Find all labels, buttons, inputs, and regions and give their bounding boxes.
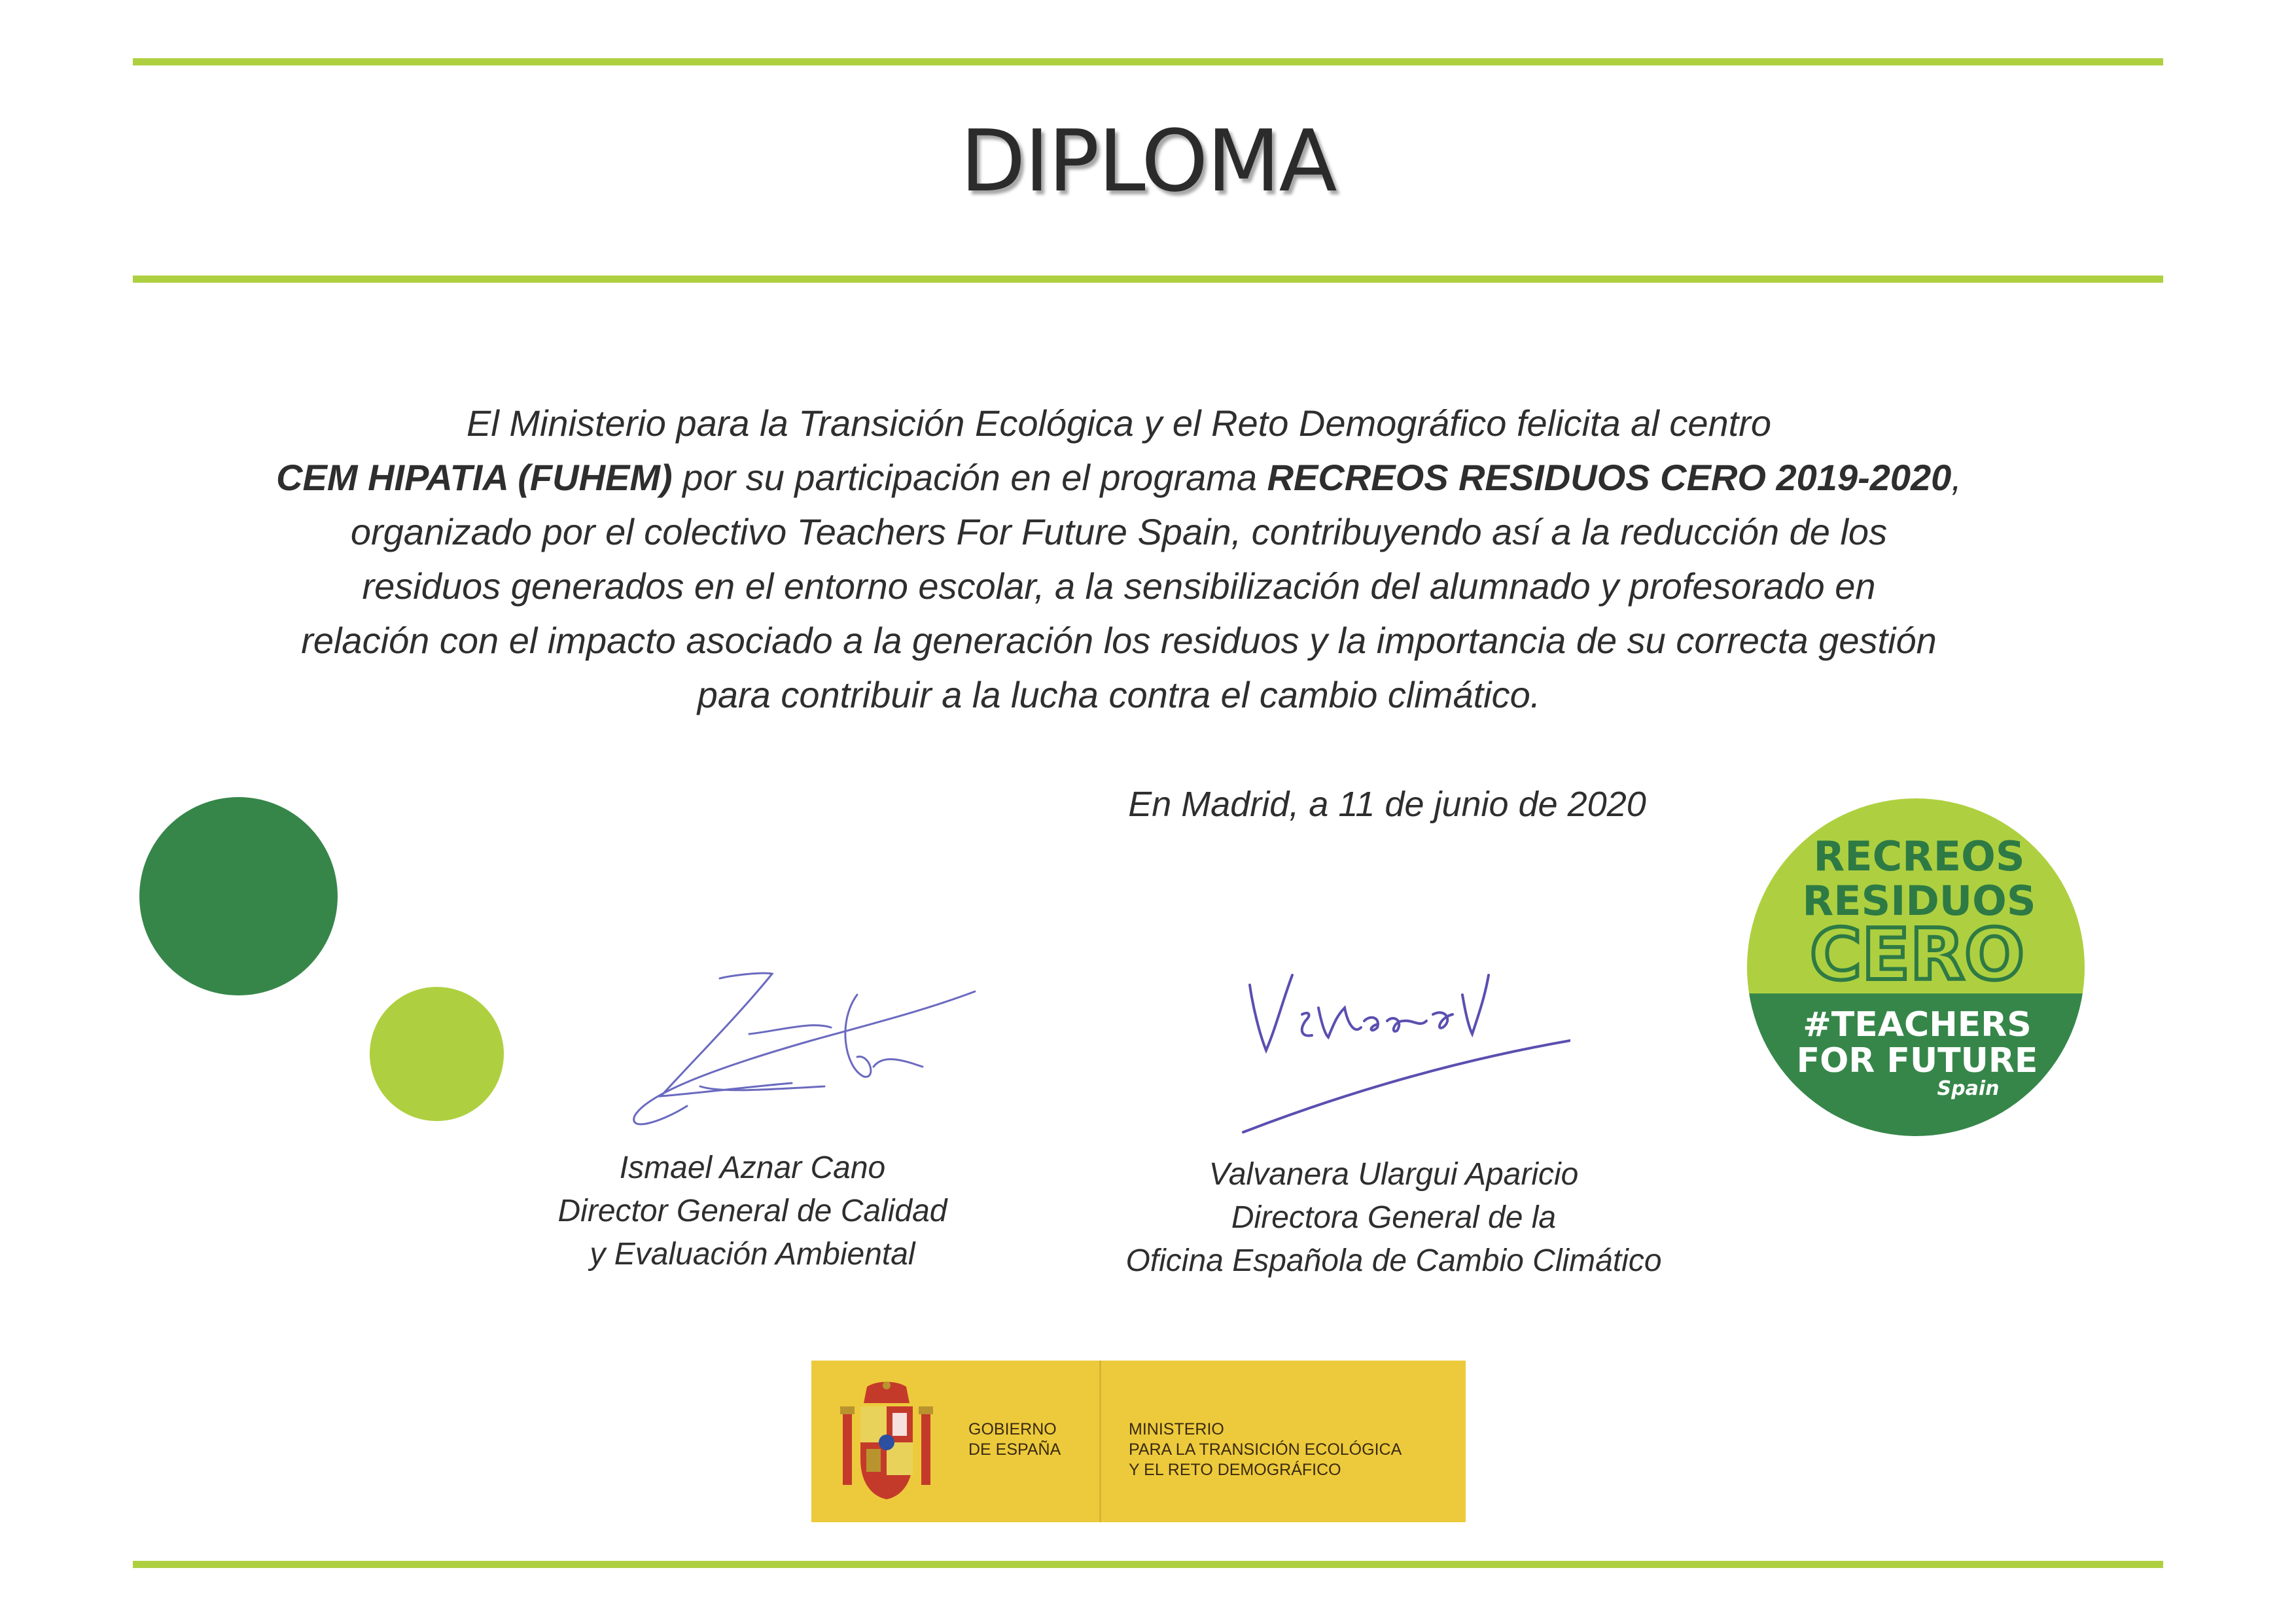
signer-aznar [458, 1147, 1047, 1276]
body-line-1: El Ministerio para la Transición Ecológica y el Reto Demográfico felicita al centro [466, 402, 1772, 444]
body-line-3: organizado por el colectivo Teachers For Future Spain, contribuyendo así a la reducción de los [350, 511, 1888, 552]
signature-ulargui [1230, 923, 1570, 1139]
logo-line-2: RESIDUOS [1802, 877, 2036, 925]
decorative-circle-light [370, 987, 504, 1121]
signer-name: Ismael Aznar Cano [619, 1150, 886, 1185]
government-banner [811, 1361, 1466, 1522]
body-line-2-mid: por su participación en el programa [672, 457, 1267, 498]
top-divider [133, 58, 2163, 65]
school-name: CEM HIPATIA (FUHEM) [276, 457, 673, 498]
gov-left-line-1: GOBIERNO [968, 1420, 1057, 1438]
decorative-circle-dark [139, 797, 338, 995]
gov-right-line-3: Y EL RETO DEMOGRÁFICO [1129, 1461, 1341, 1479]
logo-line-4: #TEACHERS [1803, 1005, 2032, 1044]
banner-divider [1099, 1361, 1101, 1522]
government-label [968, 1419, 1061, 1460]
signer-ulargui [1034, 1153, 1754, 1283]
gov-left-line-2: DE ESPAÑA [968, 1440, 1061, 1459]
signer-role-1: Directora General de la [1231, 1200, 1557, 1235]
body-line-4: residuos generados en el entorno escolar, a la sensibilización del alumnado y profesorado en [362, 565, 1876, 607]
logo-line-5: FOR FUTURE [1796, 1041, 2038, 1080]
signature-aznar [622, 955, 988, 1139]
ministry-label [1129, 1419, 1402, 1480]
recreos-residuos-cero-logo [1746, 797, 2086, 1137]
gov-right-line-1: MINISTERIO [1129, 1420, 1224, 1438]
signer-name: Valvanera Ulargui Aparicio [1209, 1157, 1579, 1192]
diploma-body [236, 396, 2002, 722]
program-name: RECREOS RESIDUOS CERO 2019-2020 [1267, 457, 1952, 498]
signer-role-2: y Evaluación Ambiental [590, 1237, 915, 1272]
body-line-5: relación con el impacto asociado a la generación los residuos y la importancia de su correcta gestión [301, 620, 1937, 661]
coat-of-arms-icon [838, 1380, 936, 1505]
logo-line-3: CERO [1809, 914, 2025, 996]
logo-line-6: Spain [1937, 1077, 2000, 1100]
signer-role-2: Oficina Española de Cambio Climático [1125, 1243, 1662, 1278]
logo-line-1: RECREOS [1813, 832, 2025, 880]
date-text: En Madrid, a 11 de junio de 2020 [1128, 785, 1646, 824]
body-line-6: para contribuir a la lucha contra el cambio climático. [697, 674, 1541, 715]
diploma-title: DIPLOMA [960, 111, 1336, 211]
bottom-divider [133, 1561, 2163, 1568]
gov-right-line-2: PARA LA TRANSICIÓN ECOLÓGICA [1129, 1440, 1402, 1459]
signer-role-1: Director General de Calidad [557, 1194, 947, 1228]
body-line-2-end: , [1951, 457, 1962, 498]
body-line-2 [236, 450, 2002, 505]
title-divider [133, 276, 2163, 283]
